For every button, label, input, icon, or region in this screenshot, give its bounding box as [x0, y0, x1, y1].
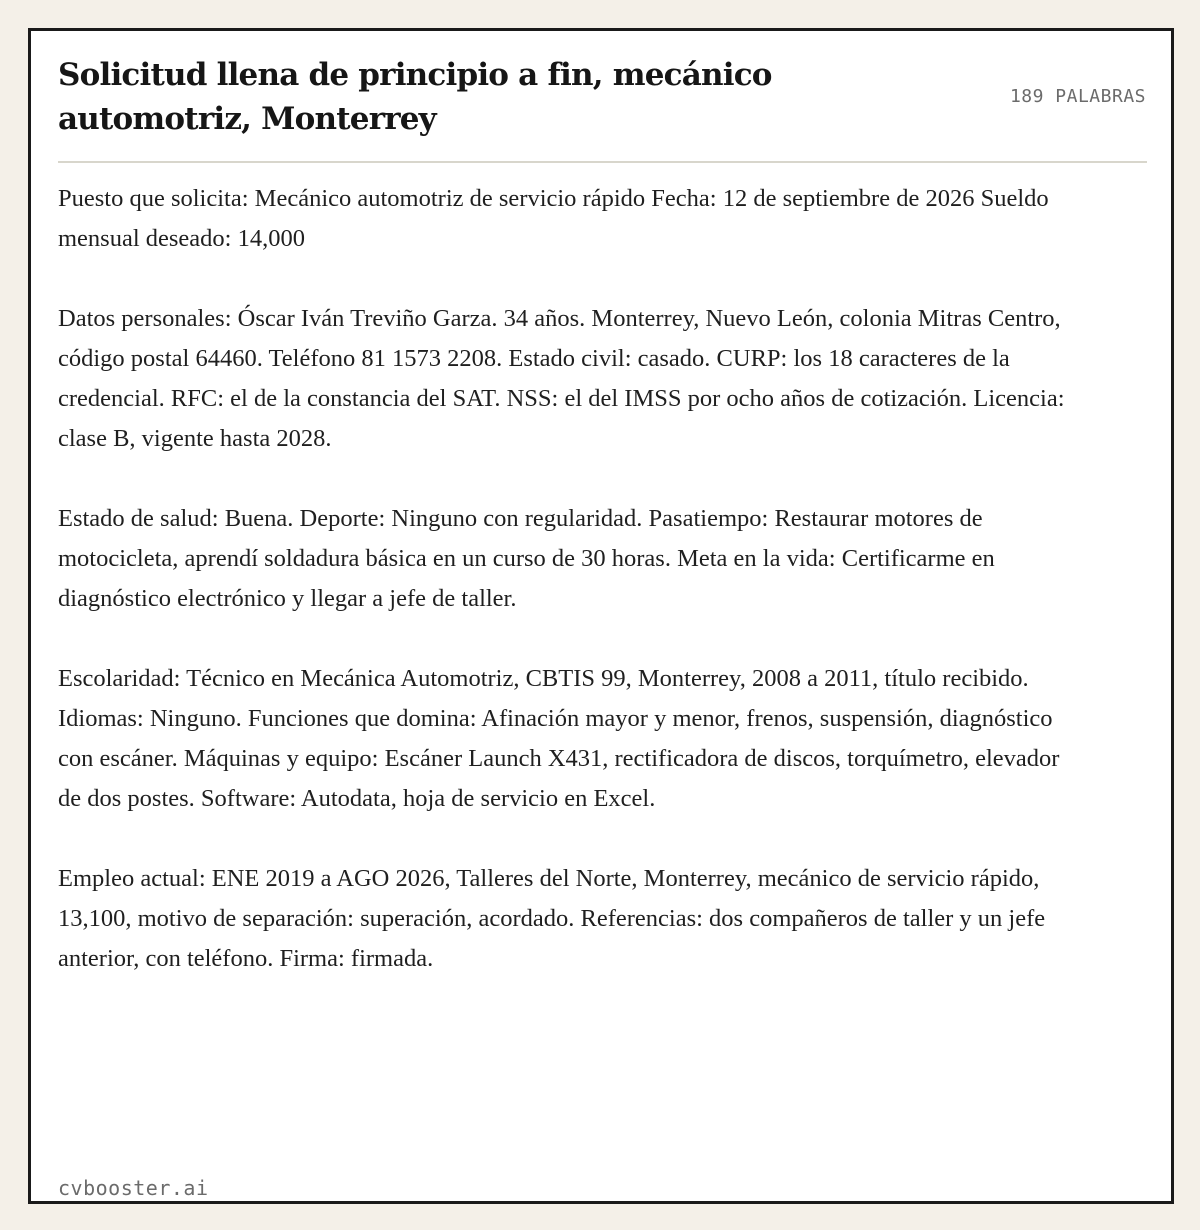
document-card [28, 28, 1174, 1204]
paragraph-personal-data: Datos personales: Óscar Iván Treviño Garza. 34 años. Monterrey, Nuevo León, colonia Mitras Centro, código postal 64460. Teléfono 81 1573 2208. Estado civil: casado. CURP: los 18 caracteres de la credencial. RFC: el de la constancia del SAT. NSS: el del IMSS por ocho años de cotización. Licencia: clase B, vigente hasta 2028. [58, 305, 1065, 452]
paragraph-position: Puesto que solicita: Mecánico automotriz de servicio rápido Fecha: 12 de septiembre de 2026 Sueldo mensual deseado: 14,000 [58, 185, 1049, 252]
document-body [58, 179, 1068, 1019]
footer-brand: cvbooster.ai [58, 1176, 209, 1200]
header-divider [58, 161, 1147, 163]
document-title: Solicitud llena de principio a fin, mecánico automotriz, Monterrey [58, 57, 772, 137]
document-header [58, 53, 1146, 163]
paragraph-education-skills: Escolaridad: Técnico en Mecánica Automotriz, CBTIS 99, Monterrey, 2008 a 2011, título recibido. Idiomas: Ninguno. Funciones que domina: Afinación mayor y menor, frenos, suspensión, diagnóstico con escáner. Máquinas y equipo: Escáner Launch X431, rectificadora de discos, torquímetro, elevador de dos postes. Software: Autodata, hoja de servicio en Excel. [58, 665, 1060, 812]
paragraph-employment-references: Empleo actual: ENE 2019 a AGO 2026, Talleres del Norte, Monterrey, mecánico de servicio rápido, 13,100, motivo de separación: superación, acordado. Referencias: dos compañeros de taller y un jefe anterior, con teléfono. Firma: firmada. [58, 865, 1046, 972]
word-count-label: 189 PALABRAS [1009, 86, 1146, 107]
paragraph-health-hobbies: Estado de salud: Buena. Deporte: Ninguno con regularidad. Pasatiempo: Restaurar motores de motocicleta, aprendí soldadura básica en un curso de 30 horas. Meta en la vida: Certificarme en diagnóstico electrónico y llegar a jefe de taller. [58, 505, 995, 612]
